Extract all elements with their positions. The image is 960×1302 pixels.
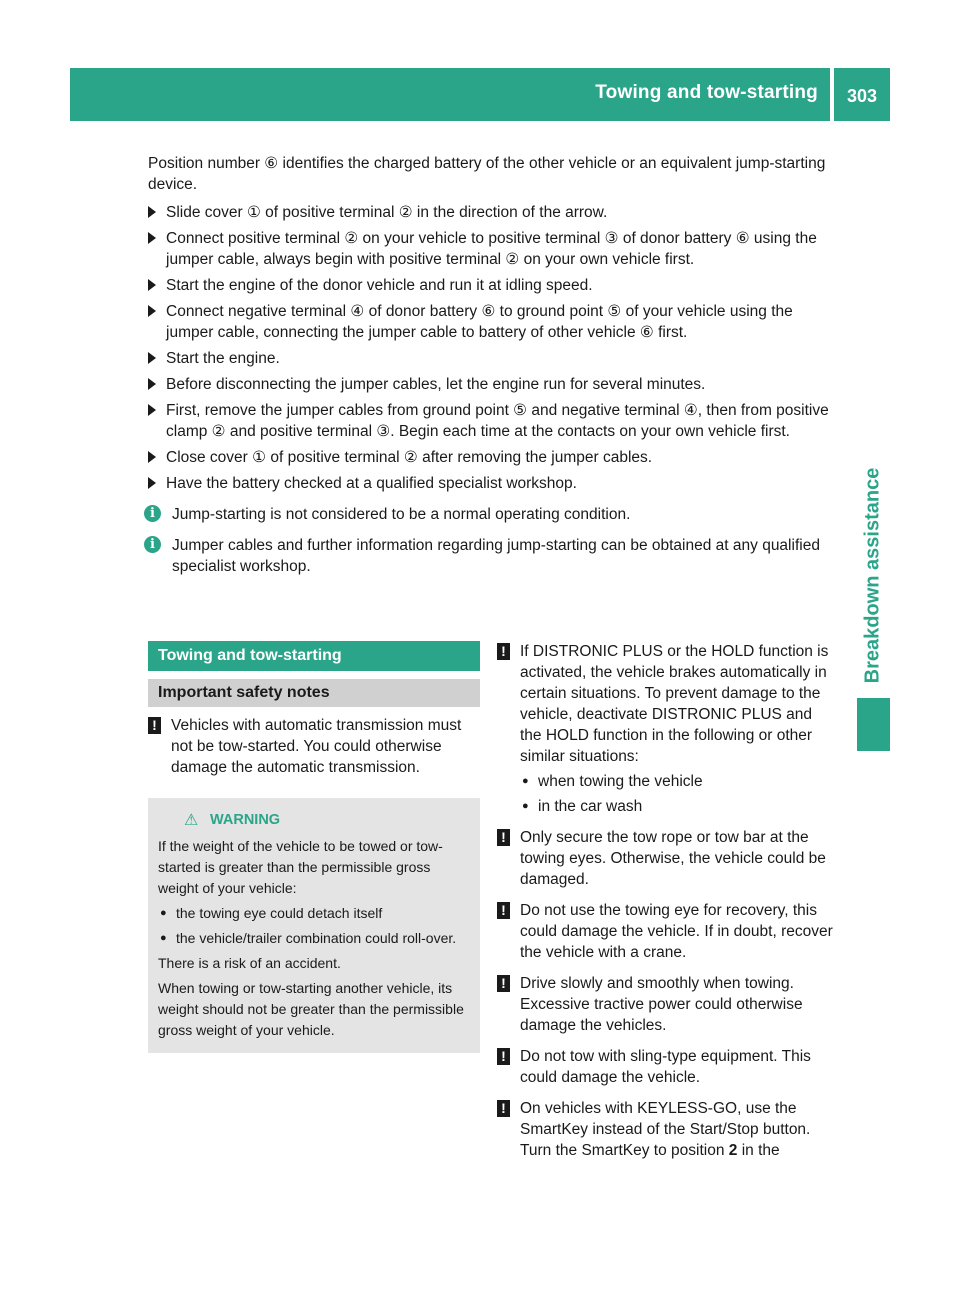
step-text: Before disconnecting the jumper cables, let the engine run for several minutes. (166, 376, 706, 393)
note-text: If DISTRONIC PLUS or the HOLD function is activated, the vehicle brakes automatically in certain situations. To prevent damage to the vehicle, deactivate DISTRONIC PLUS and the HOLD function in the following or other similar situations: (520, 643, 829, 765)
warning-risk: There is a risk of an accident. (158, 955, 341, 971)
bullet-text: in the car wash (538, 798, 643, 815)
step (148, 202, 838, 223)
exclamation-icon: ! (497, 829, 510, 846)
arrow-right-icon (148, 305, 156, 317)
step-text: Connect positive terminal ② on your vehicle to positive terminal ③ of donor battery ⑥ using the jumper cable, always begin with positive terminal ② on your own vehicle first. (166, 230, 817, 268)
bullet-text: when towing the vehicle (538, 773, 703, 790)
step (148, 447, 838, 468)
info-icon: i (144, 505, 161, 522)
exclamation-icon: ! (497, 643, 510, 660)
exclamation-icon: ! (497, 975, 510, 992)
info-text: Jump-starting is not considered to be a normal operating condition. (172, 506, 631, 523)
step (148, 473, 838, 494)
step-text: Close cover ① of positive terminal ② after removing the jumper cables. (166, 449, 653, 466)
jump-start-instructions (148, 153, 838, 577)
note-text: Do not tow with sling-type equipment. This could damage the vehicle. (520, 1048, 811, 1086)
info-note (144, 535, 838, 577)
step (148, 228, 838, 270)
section-heading: Towing and tow-starting (148, 641, 480, 671)
arrow-right-icon (148, 279, 156, 291)
step-text: Slide cover ① of positive terminal ② in the direction of the arrow. (166, 204, 608, 221)
step (148, 400, 838, 442)
subsection-heading: Important safety notes (148, 679, 480, 707)
situation-bullet (520, 796, 837, 817)
bullet-icon: ● (522, 775, 529, 787)
warning-title: WARNING (210, 812, 281, 828)
warning-advice: When towing or tow-starting another vehicle, its weight should not be greater than the permissible gross weight of your vehicle. (158, 980, 464, 1038)
note-text: Vehicles with automatic transmission must not be tow-started. You could otherwise damage the automatic transmission. (171, 717, 462, 776)
caution-note (148, 715, 480, 778)
bullet-icon: ● (522, 800, 529, 812)
warning-intro: If the weight of the vehicle to be towed or tow-started is greater than the permissible gross weight of your vehicle: (158, 838, 443, 896)
step (148, 301, 838, 343)
info-note (144, 504, 838, 525)
caution-note (497, 973, 837, 1036)
step (148, 275, 838, 296)
position-number: 2 (728, 1142, 738, 1159)
situation-bullet (520, 771, 837, 792)
arrow-right-icon (148, 378, 156, 390)
arrow-right-icon (148, 232, 156, 244)
bullet-text: the vehicle/trailer combination could roll-over. (176, 930, 457, 946)
note-text: Only secure the tow rope or tow bar at the towing eyes. Otherwise, the vehicle could be damaged. (520, 829, 826, 888)
exclamation-icon: ! (148, 717, 161, 734)
caution-note (497, 1098, 837, 1161)
arrow-right-icon (148, 477, 156, 489)
note-text: Drive slowly and smoothly when towing. Excessive tractive power could otherwise damage the vehicles. (520, 975, 803, 1034)
warning-heading (158, 810, 470, 832)
exclamation-icon: ! (497, 1048, 510, 1065)
info-icon: i (144, 536, 161, 553)
step-text: Start the engine of the donor vehicle and run it at idling speed. (166, 277, 593, 294)
arrow-right-icon (148, 352, 156, 364)
arrow-right-icon (148, 404, 156, 416)
step (148, 374, 838, 395)
bullet-icon: ● (160, 932, 167, 944)
note-text-end: in the (737, 1142, 780, 1159)
exclamation-icon: ! (497, 902, 510, 919)
side-tab-label-area (860, 450, 886, 700)
left-column (148, 641, 480, 1053)
step-text: Start the engine. (166, 350, 280, 367)
header-title: Towing and tow-starting (595, 82, 818, 103)
warning-triangle-icon: ⚠ (184, 812, 199, 829)
arrow-right-icon (148, 206, 156, 218)
step-text: Have the battery checked at a qualified specialist workshop. (166, 475, 577, 492)
intro-text: Position number ⑥ identifies the charged battery of the other vehicle or an equivalent jump-starting device. (148, 155, 826, 193)
caution-note (497, 827, 837, 890)
arrow-right-icon (148, 451, 156, 463)
caution-note (497, 1046, 837, 1088)
warning-bullet (158, 928, 470, 949)
caution-note (497, 900, 837, 963)
note-text: Do not use the towing eye for recovery, this could damage the vehicle. If in doubt, recover the vehicle with a crane. (520, 902, 833, 961)
warning-bullet (158, 903, 470, 924)
note-text: On vehicles with KEYLESS-GO, use the SmartKey instead of the Start/Stop button. Turn the SmartKey to position (520, 1100, 811, 1159)
side-tab-marker (857, 698, 890, 751)
exclamation-icon: ! (497, 1100, 510, 1117)
right-column (497, 641, 837, 1171)
header-bar (70, 68, 830, 121)
step (148, 348, 838, 369)
caution-note (497, 641, 837, 817)
page-number: 303 (834, 68, 890, 121)
bullet-text: the towing eye could detach itself (176, 905, 383, 921)
step-text: First, remove the jumper cables from ground point ⑤ and negative terminal ④, then from positive clamp ② and positive terminal ③. Begin each time at the contacts on your own vehicle first. (166, 402, 829, 440)
step-text: Connect negative terminal ④ of donor battery ⑥ to ground point ⑤ of your vehicle using the jumper cable, connecting the jumper cable to battery of other vehicle ⑥ first. (166, 303, 793, 341)
bullet-icon: ● (160, 907, 167, 919)
info-text: Jumper cables and further information regarding jump-starting can be obtained at any qualified specialist workshop. (172, 537, 820, 575)
warning-box (148, 798, 480, 1053)
side-tab-label: Breakdown assistance (861, 467, 884, 683)
